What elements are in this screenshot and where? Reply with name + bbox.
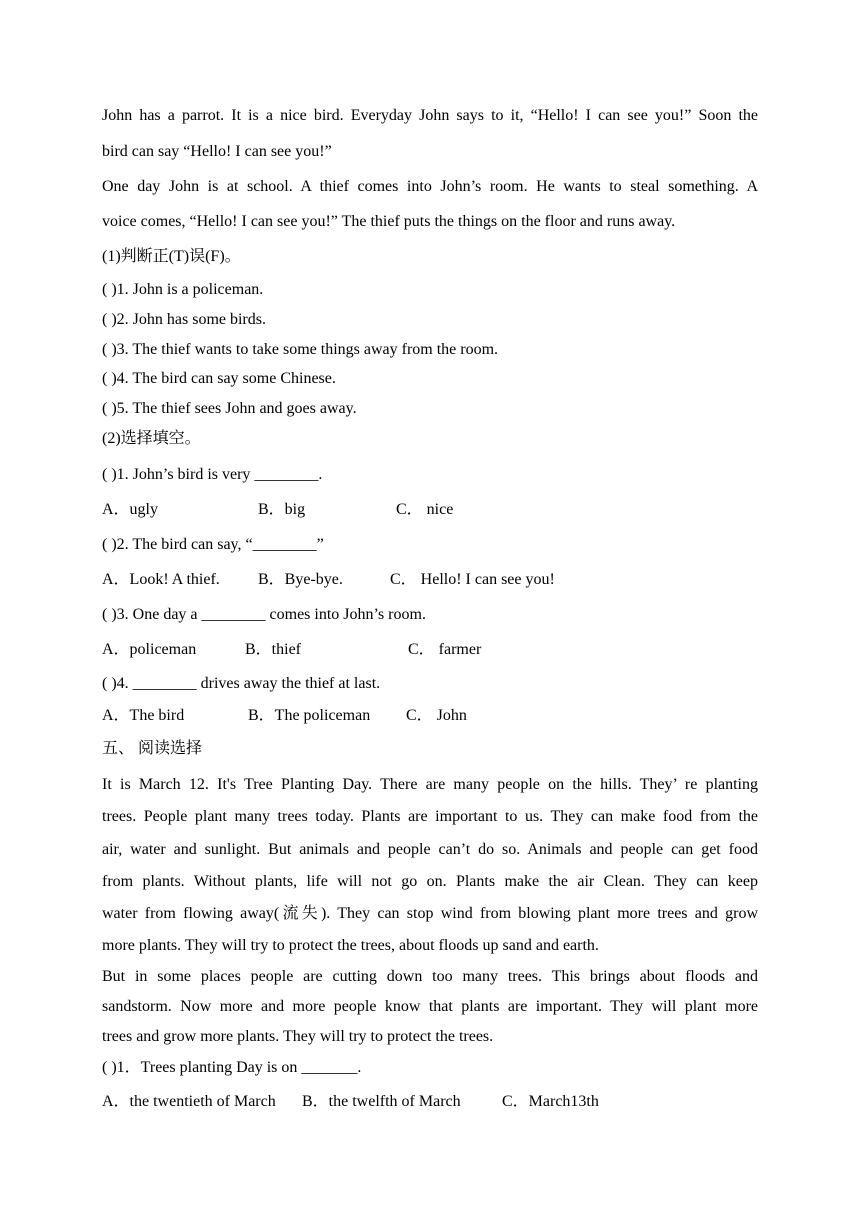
section5-p1-line-5: water from flowing away(流失). They can stop wind from blowing plant more trees and grow: [102, 905, 758, 922]
choice-question-3: ( )3. One day a ________ comes into John’s room.: [102, 606, 426, 623]
section5-question-1: ( )1．Trees planting Day is on _______.: [102, 1059, 362, 1076]
q1-option-b: B．big: [258, 501, 306, 518]
section5-p1-line-3: air, water and sunlight. But animals and people can’t do so. Animals and people can get food: [102, 841, 758, 858]
passage1-line-3: One day John is at school. A thief comes into John’s room. He wants to steal something. A: [102, 178, 758, 195]
section5-p2-line-1: But in some places people are cutting down too many trees. This brings about floods and: [102, 968, 758, 985]
true-false-item-3: ( )3. The thief wants to take some things away from the room.: [102, 341, 499, 358]
s5q1-option-a: A．the twentieth of March: [102, 1093, 276, 1110]
section5-heading: 五、 阅读选择: [102, 740, 203, 757]
q2-option-c: C． Hello! I can see you!: [390, 571, 555, 588]
choice-question-4: ( )4. ________ drives away the thief at last.: [102, 675, 381, 692]
choice-question-1: ( )1. John’s bird is very ________.: [102, 466, 323, 483]
passage1-line-4: voice comes, “Hello! I can see you!” The thief puts the things on the floor and runs away.: [102, 213, 676, 230]
q3-option-b: B．thief: [245, 641, 301, 658]
true-false-item-4: ( )4. The bird can say some Chinese.: [102, 370, 336, 387]
q1-option-c: C． nice: [396, 501, 454, 518]
q3-option-c: C． farmer: [408, 641, 482, 658]
true-false-item-2: ( )2. John has some birds.: [102, 311, 266, 328]
section5-p1-line-6: more plants. They will try to protect the trees, about floods up sand and earth.: [102, 937, 599, 954]
part1-heading: (1)判断正(T)误(F)。: [102, 248, 241, 265]
q4-option-a: A．The bird: [102, 707, 185, 724]
true-false-item-5: ( )5. The thief sees John and goes away.: [102, 400, 357, 417]
q3-option-a: A．policeman: [102, 641, 197, 658]
part2-heading: (2)选择填空。: [102, 430, 201, 447]
q1-option-a: A．ugly: [102, 501, 159, 518]
passage1-line-1: John has a parrot. It is a nice bird. Everyday John says to it, “Hello! I can see you!” Soon the: [102, 107, 758, 124]
choice-question-2: ( )2. The bird can say, “________”: [102, 536, 324, 553]
s5q1-option-b: B．the twelfth of March: [302, 1093, 461, 1110]
s5q1-option-c: C．March13th: [502, 1093, 599, 1110]
section5-p1-line-2: trees. People plant many trees today. Plants are important to us. They can make food from the: [102, 808, 758, 825]
passage1-line-2: bird can say “Hello! I can see you!”: [102, 143, 332, 160]
true-false-item-1: ( )1. John is a policeman.: [102, 281, 264, 298]
q2-option-a: A．Look! A thief.: [102, 571, 220, 588]
q2-option-b: B．Bye-bye.: [258, 571, 343, 588]
q4-option-c: C． John: [406, 707, 467, 724]
section5-p1-line-4: from plants. Without plants, life will not go on. Plants make the air Clean. They can keep: [102, 873, 758, 890]
q4-option-b: B．The policeman: [248, 707, 371, 724]
section5-p2-line-3: trees and grow more plants. They will try to protect the trees.: [102, 1028, 494, 1045]
section5-p1-line-1: It is March 12. It's Tree Planting Day. There are many people on the hills. They’ re planting: [102, 776, 758, 793]
section5-p2-line-2: sandstorm. Now more and more people know that plants are important. They will plant more: [102, 998, 758, 1015]
